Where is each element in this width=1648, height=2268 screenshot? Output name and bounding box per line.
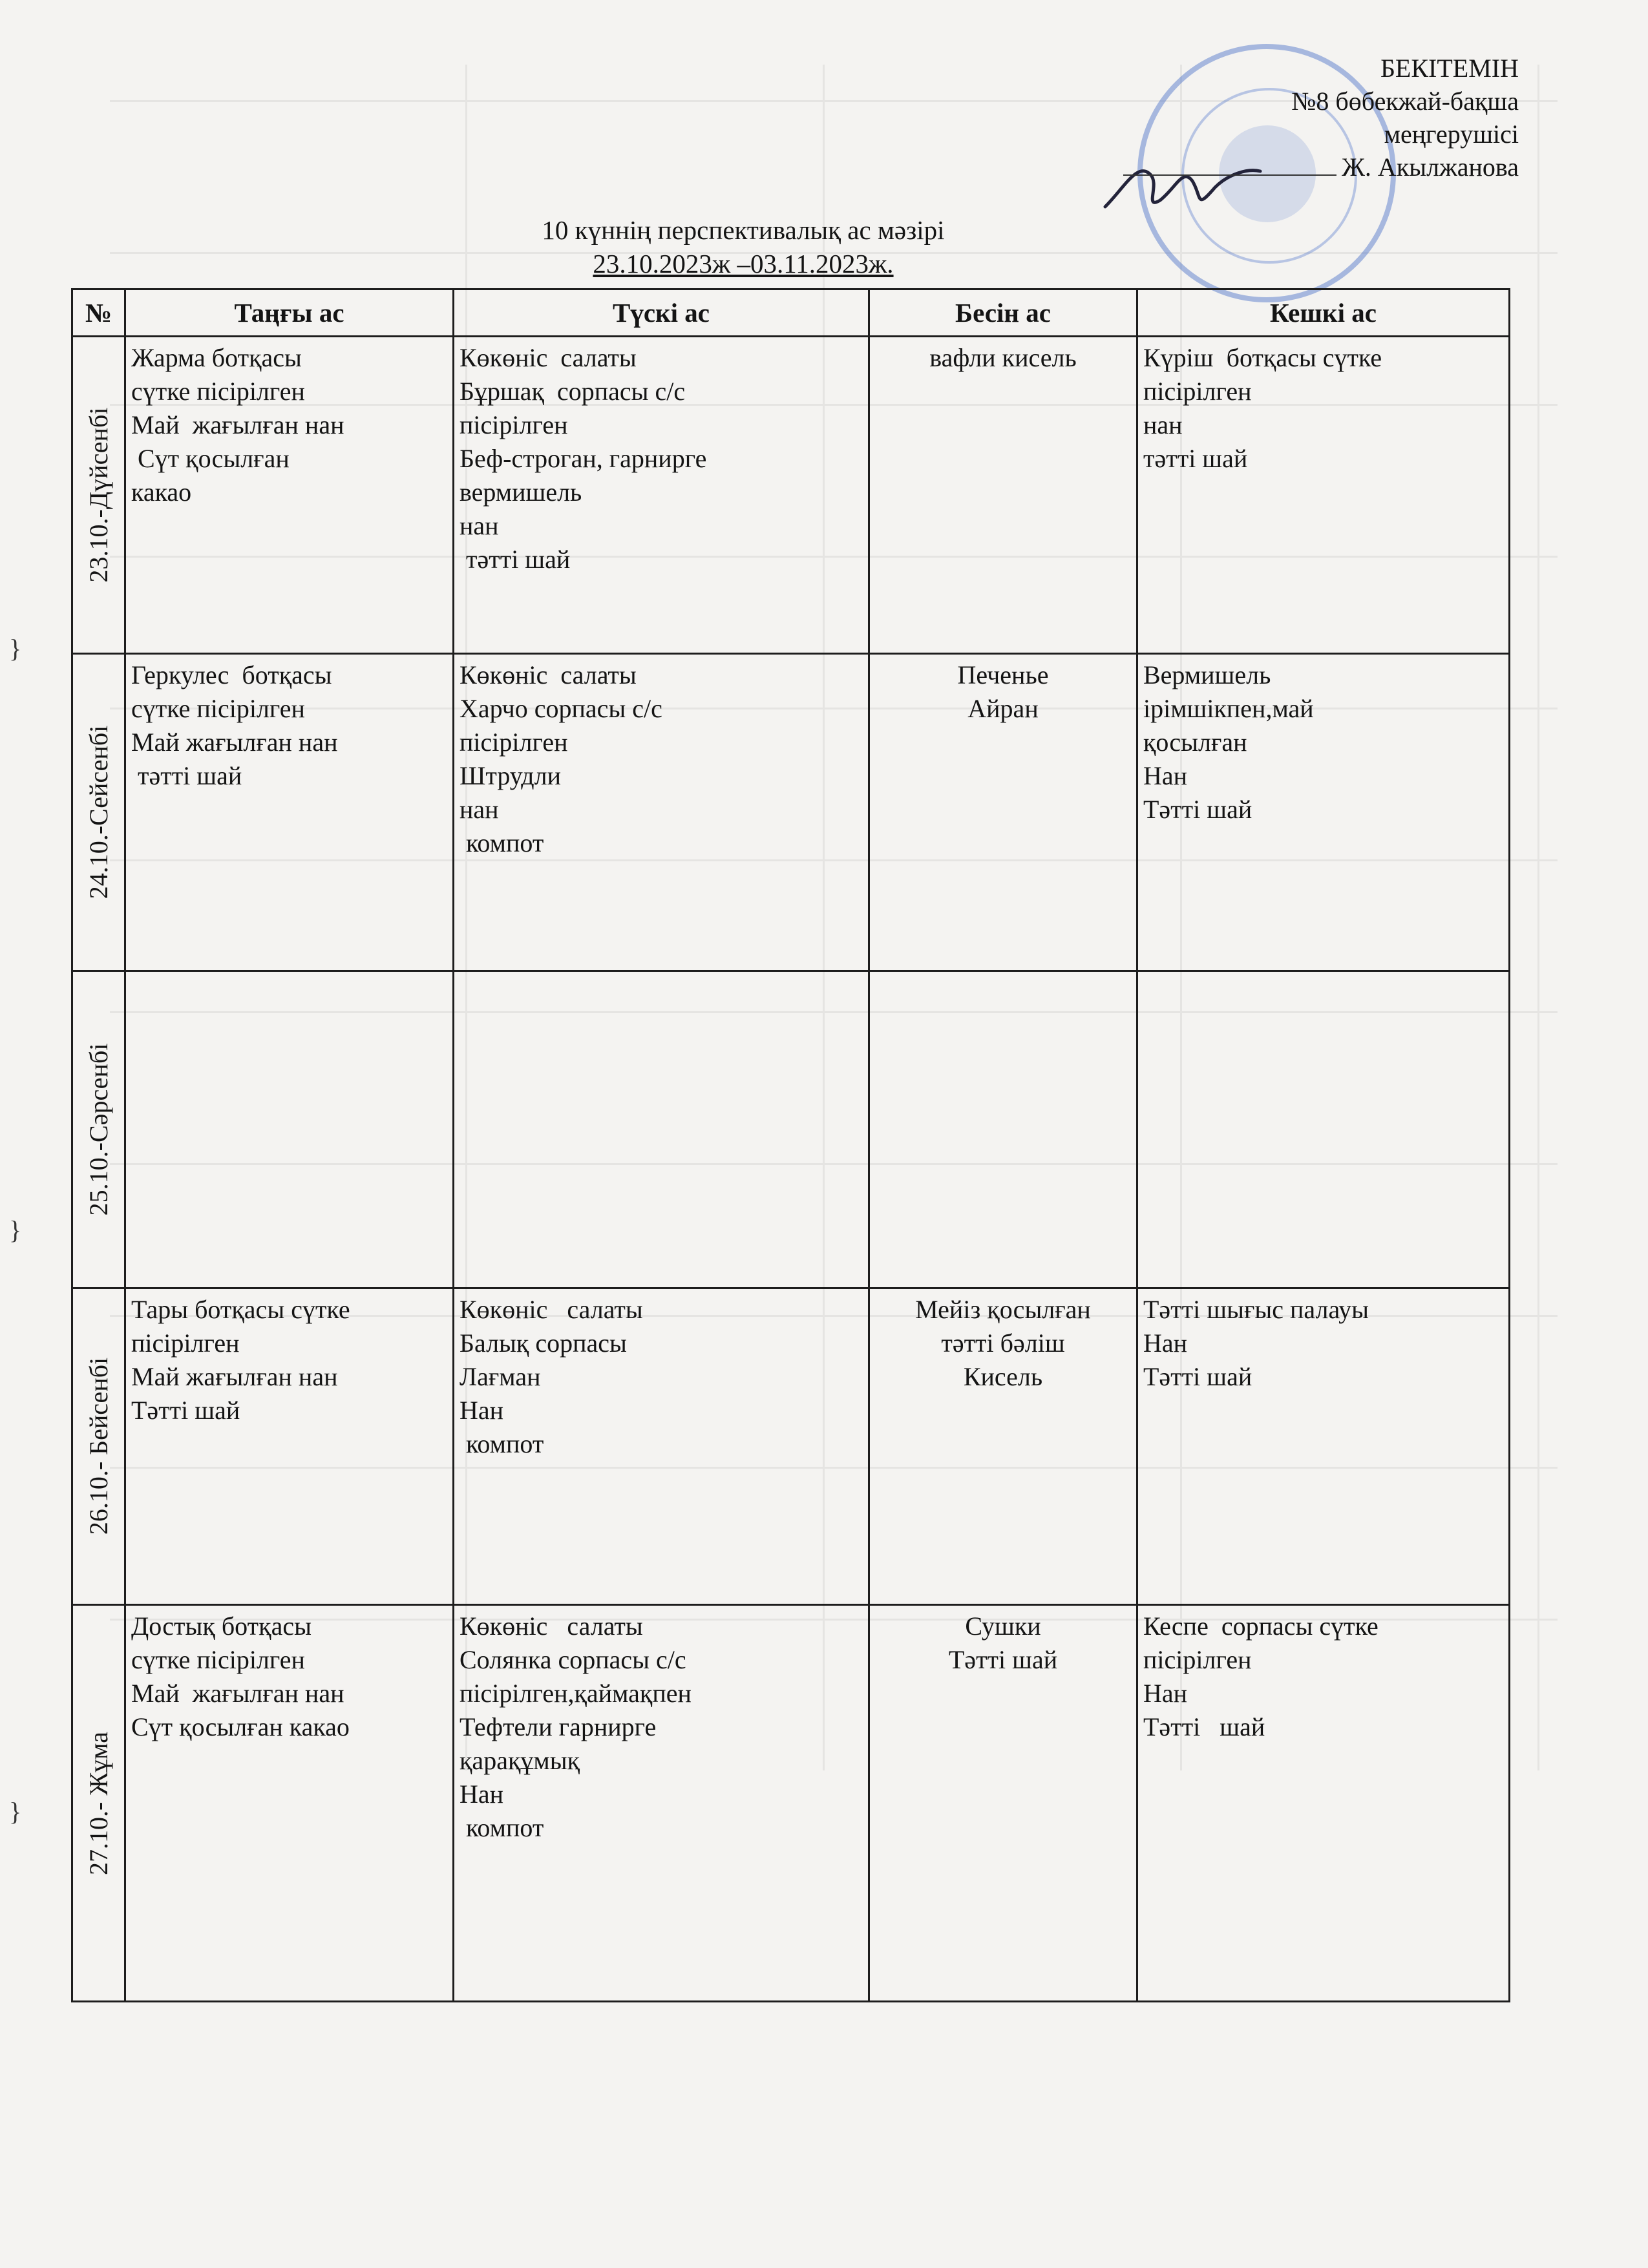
menu-item: Солянка сорпасы с/с — [460, 1645, 686, 1675]
menu-table — [71, 288, 1510, 2002]
menu-item: нан — [1143, 410, 1183, 439]
menu-item: Штрудли — [460, 761, 561, 790]
menu-item: сүтке пісірілген — [131, 1645, 305, 1675]
day-label: 26.10.- Бейсенбі — [83, 1358, 113, 1535]
menu-item: компот — [460, 1813, 544, 1843]
breakfast-cell — [125, 971, 454, 1288]
menu-item: Күріш ботқасы сүтке — [1143, 343, 1382, 372]
approval-position: меңгерушісі — [1384, 120, 1519, 149]
breakfast-cell — [125, 337, 454, 654]
dinner-cell — [1137, 653, 1510, 971]
afternoon-snack-cell — [869, 1288, 1137, 1605]
afternoon-snack-cell — [869, 653, 1137, 971]
lunch-cell — [454, 337, 869, 654]
approval-block — [1123, 52, 1519, 184]
day-cell — [72, 971, 125, 1288]
menu-item: Тәтті шай — [948, 1645, 1058, 1675]
dinner-cell — [1137, 971, 1510, 1288]
menu-item: Көкөніс салаты — [460, 343, 637, 372]
menu-item: Кисель — [963, 1361, 1043, 1391]
day-label: 25.10.-Сәрсенбі — [83, 1043, 113, 1215]
binding-hole-mark: } — [9, 1797, 22, 1826]
breakfast-cell — [125, 653, 454, 971]
menu-item: Мейіз қосылған — [915, 1294, 1091, 1324]
day-cell — [72, 337, 125, 654]
afternoon-snack-cell — [869, 1605, 1137, 2002]
approval-heading: БЕКІТЕМІН — [1380, 54, 1519, 83]
menu-row — [72, 337, 1510, 654]
lunch-cell — [454, 653, 869, 971]
menu-item: Май жағылған нан — [131, 410, 344, 439]
menu-item: пісірілген — [131, 1328, 240, 1358]
menu-item: Сушки — [965, 1612, 1041, 1641]
menu-item: Тары ботқасы сүтке — [131, 1294, 350, 1324]
dinner-cell — [1137, 337, 1510, 654]
approval-signature-row — [1123, 151, 1519, 184]
menu-item: қарақұмық — [460, 1746, 580, 1776]
menu-item: Тәтті шығыс палауы — [1143, 1294, 1369, 1324]
lunch-cell — [454, 1605, 869, 2002]
menu-row — [72, 1288, 1510, 1605]
menu-item: Тәтті шай — [131, 1395, 240, 1425]
day-label: 23.10.-Дүйсенбі — [83, 407, 113, 583]
header-afternoon-snack: Бесін ас — [869, 289, 1137, 337]
menu-item: Нан — [460, 1395, 504, 1425]
menu-item: Нан — [1143, 1328, 1188, 1358]
lunch-cell — [454, 971, 869, 1288]
menu-item: Нан — [460, 1780, 504, 1809]
menu-item: Геркулес ботқасы — [131, 660, 332, 689]
menu-item: Бұршақ сорпасы с/с — [460, 377, 686, 406]
menu-row — [72, 971, 1510, 1288]
breakfast-cell — [125, 1288, 454, 1605]
menu-item: Тәтті шай — [1143, 1361, 1252, 1391]
binding-hole-mark: } — [9, 634, 22, 663]
menu-item: пісірілген — [1143, 377, 1252, 406]
menu-item: тәтті бәліш — [941, 1328, 1065, 1358]
menu-item: Май жағылған нан — [131, 1361, 338, 1391]
menu-item: Беф-строган, гарнирге — [460, 444, 707, 473]
title-dates: 23.10.2023ж –03.11.2023ж. — [593, 249, 894, 278]
menu-item: компот — [460, 828, 544, 857]
menu-item: пісірілген — [1143, 1645, 1252, 1675]
menu-item: вафли кисель — [929, 343, 1077, 372]
signature-line — [1123, 174, 1336, 176]
title-line: 10 күннің перспективалық ас мәзірі — [542, 215, 945, 245]
menu-item: Айран — [967, 693, 1039, 723]
day-cell — [72, 1288, 125, 1605]
menu-item: пісірілген — [460, 727, 568, 757]
header-dinner: Кешкі ас — [1137, 289, 1510, 337]
menu-item: вермишель — [460, 478, 582, 507]
menu-item: ірімшікпен,май — [1143, 693, 1314, 723]
menu-item: пісірілген,қаймақпен — [460, 1679, 692, 1708]
menu-item: Көкөніс салаты — [460, 1612, 643, 1641]
menu-row — [72, 653, 1510, 971]
menu-item: Көкөніс салаты — [460, 660, 637, 689]
menu-item: Жарма ботқасы — [131, 343, 302, 372]
menu-item: пісірілген — [460, 410, 568, 439]
day-label: 24.10.-Сейсенбі — [83, 725, 113, 899]
menu-item: сүтке пісірілген — [131, 693, 305, 723]
menu-item: Тефтели гарнирге — [460, 1712, 657, 1742]
menu-item: Нан — [1143, 761, 1188, 790]
menu-item: тәтті шай — [131, 761, 242, 790]
menu-item: қосылған — [1143, 727, 1247, 757]
header-breakfast: Таңғы ас — [125, 289, 454, 337]
menu-item: Лағман — [460, 1361, 541, 1391]
menu-item: тәтті шай — [460, 545, 571, 574]
menu-item: Печенье — [957, 660, 1049, 689]
afternoon-snack-cell — [869, 337, 1137, 654]
dinner-cell — [1137, 1288, 1510, 1605]
afternoon-snack-cell — [869, 971, 1137, 1288]
header-lunch: Түскі ас — [454, 289, 869, 337]
menu-item: нан — [460, 511, 499, 540]
dinner-cell — [1137, 1605, 1510, 2002]
day-cell — [72, 1605, 125, 2002]
menu-item: Харчо сорпасы с/с — [460, 693, 662, 723]
lunch-cell — [454, 1288, 869, 1605]
approval-institution: №8 бөбекжай-бақша — [1291, 87, 1519, 116]
menu-item: какао — [131, 478, 192, 507]
binding-hole-mark: } — [9, 1215, 22, 1244]
menu-item: Май жағылған нан — [131, 727, 338, 757]
menu-item: Тәтті шай — [1143, 1712, 1265, 1742]
breakfast-cell — [125, 1605, 454, 2002]
menu-item: Нан — [1143, 1679, 1188, 1708]
menu-item: нан — [460, 794, 499, 824]
header-number: № — [72, 289, 125, 337]
menu-item: Май жағылған нан — [131, 1679, 344, 1708]
day-cell — [72, 653, 125, 971]
menu-item: Сүт қосылған какао — [131, 1712, 350, 1742]
menu-row — [72, 1605, 1510, 2002]
menu-item: сүтке пісірілген — [131, 377, 305, 406]
menu-item: Кеспе сорпасы сүтке — [1143, 1612, 1379, 1641]
menu-item: Балық сорпасы — [460, 1328, 627, 1358]
menu-item: Сүт қосылған — [131, 444, 290, 473]
menu-item: тәтті шай — [1143, 444, 1248, 473]
menu-item: Көкөніс салаты — [460, 1294, 643, 1324]
menu-item: Достық ботқасы — [131, 1612, 312, 1641]
document-title — [0, 213, 1486, 280]
menu-item: компот — [460, 1429, 544, 1458]
day-label: 27.10.- Жұма — [83, 1731, 113, 1875]
menu-item: Вермишель — [1143, 660, 1271, 689]
menu-item: Тәтті шай — [1143, 794, 1252, 824]
approval-name: Ж. Акылжанова — [1342, 152, 1519, 182]
header-row — [72, 289, 1510, 337]
